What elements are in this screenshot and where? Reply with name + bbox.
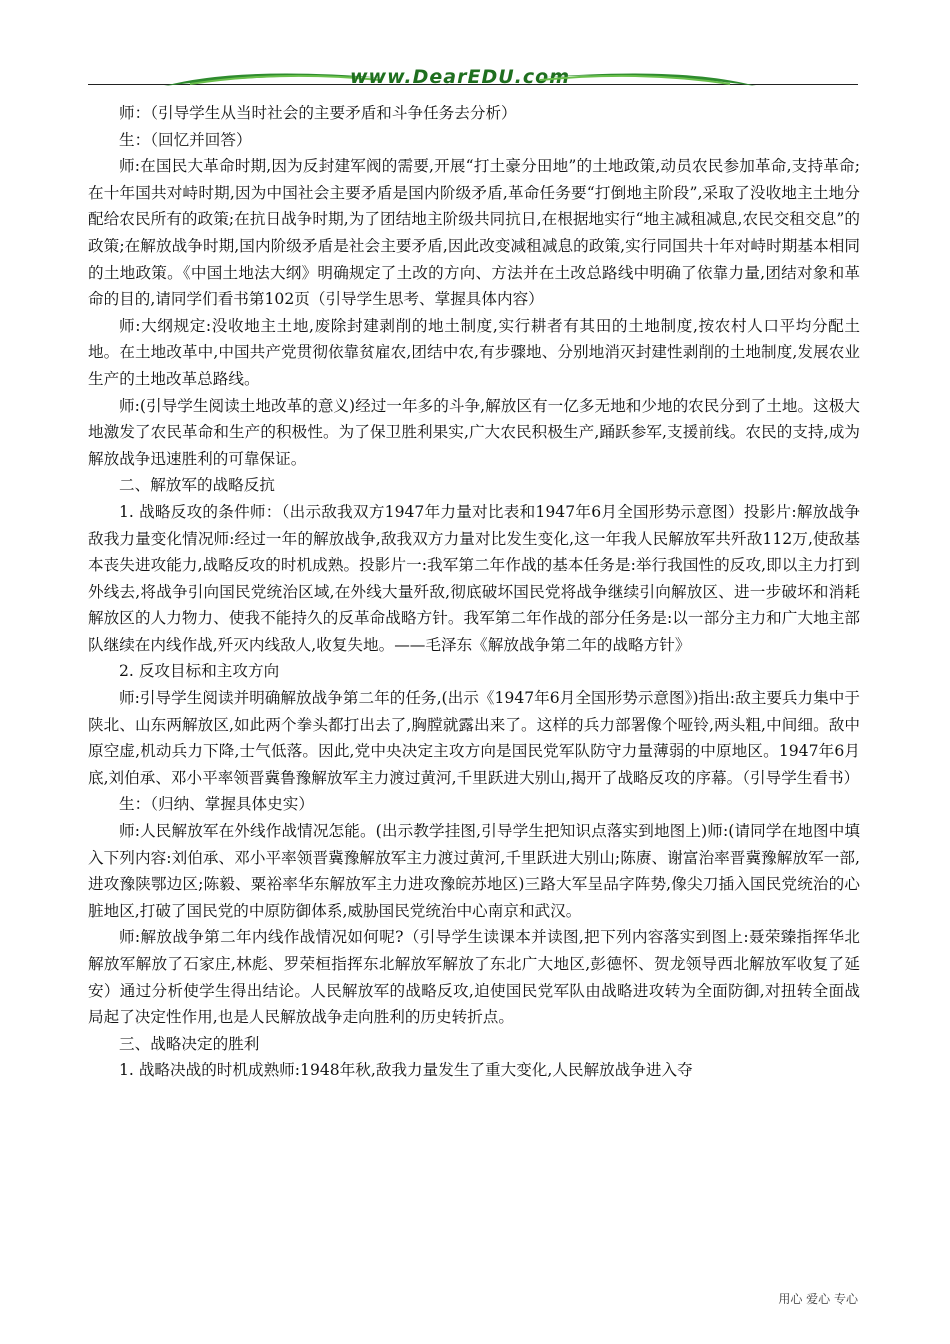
paragraph: 师:大纲规定:没收地主土地,废除封建剥削的地土制度,实行耕者有其田的土地制度,按农村人口平均分配土地。在土地改革中,中国共产党贯彻依靠贫雇农,团结中农,有步骤地、分别地消灭封建性剥削的土地制度,发展农业生产的土地改革总路线。	[88, 316, 860, 388]
paragraph: 师:在国民大革命时期,因为反封建军阀的需要,开展“打土豪分田地”的土地政策,动员农民参加革命,支持革命;在十年国共对峙时期,因为中国社会主要矛盾是国内阶级矛盾,革命任务要“打倒地主阶段”,采取了没收地主土地分配给农民所有的政策;在抗日战争时期,为了团结地主阶级共同抗日,在根据地实行“地主减租减息,农民交租交息”的政策;在解放战争时期,国内阶级矛盾是社会主要矛盾,因此改变减租减息的政策,实行同国共十年对峙时期基本相同的土地政策。《中国土地法大纲》明确规定了土改的方向、方法并在土改总路线中明确了依靠力量,团结对象和革命的目的,请同学们看书第102页（引导学生思考、掌握具体内容）	[88, 157, 860, 309]
paragraph: 1. 战略决战的时机成熟师:1948年秋,敌我力量发生了重大变化,人民解放战争进入夺	[119, 1061, 693, 1080]
section-heading: 二、解放军的战略反抗	[119, 476, 275, 495]
paragraph: 师:(引导学生阅读土地改革的意义)经过一年多的斗争,解放区有一亿多无地和少地的农民分到了土地。这极大地激发了农民革命和生产的积极性。为了保卫胜利果实,广大农民积极生产,踊跃参军,支援前线。农民的支持,成为解放战争迅速胜利的可靠保证。	[88, 396, 860, 468]
paragraph: 师:解放战争第二年内线作战情况如何呢?（引导学生读课本并读图,把下列内容落实到图上:聂荣臻指挥华北解放军解放了石家庄,林彪、罗荣桓指挥东北解放军解放了东北广大地区,彭德怀、贺龙领导西北解放军收复了延安）通过分析使学生得出结论。人民解放军的战略反攻,迫使国民党军队由战略进攻转为全面防御,对扭转全面战局起了决定性作用,也是人民解放战争走向胜利的历史转折点。	[88, 928, 860, 1027]
header-logo[interactable]	[160, 60, 760, 94]
paragraph: 生：（归纳、掌握具体史实）	[119, 795, 314, 814]
paragraph: 生：（回忆并回答）	[119, 130, 252, 149]
section-heading: 三、战略决定的胜利	[119, 1034, 260, 1053]
paragraph: 师：（引导学生从当时社会的主要矛盾和斗争任务去分析）	[119, 104, 517, 122]
paragraph: 1. 战略反攻的条件师：（出示敌我双方1947年力量对比表和1947年6月全国形势示意图）投影片:解放战争敌我力量变化情况师:经过一年的解放战争,敌我双方力量对比发生变化,这一年我人民解放军共歼敌112万,使敌基本丧失进攻能力,战略反攻的时机成熟。投影片一:我军第二年作战的基本任务是:举行我国性的反攻,即以主力打到外线去,将战争引向国民党统治区域,在外线大量歼敌,彻底破坏国民党将战争继续引向解放区、进一步破坏和消耗解放区的人力物力、使我不能持久的反革命战略方针。我军第二年作战的部分任务是:以一部分主力和广大地主部队继续在内线作战,歼灭内线敌人,收复失地。——毛泽东《解放战争第二年的战略方针》	[88, 502, 860, 654]
subsection-heading: 2. 反攻目标和主攻方向	[119, 662, 280, 681]
footer-text: 用心 爱心 专心	[778, 1292, 858, 1306]
right-swoosh-icon	[530, 60, 760, 94]
paragraph: 师:引导学生阅读并明确解放战争第二年的任务,(出示《1947年6月全国形势示意图》)指出:敌主要兵力集中于陕北、山东两解放区,如此两个拳头都打出去了,胸膛就露出来了。这样的兵力部署像个哑铃,两头粗,中间细。敌中原空虚,机动兵力下降,士气低落。因此,党中央决定主攻方向是国民党军队防守力量薄弱的中原地区。1947年6月底,刘伯承、邓小平率领晋冀鲁豫解放军主力渡过黄河,千里跃进大别山,揭开了战略反攻的序幕。（引导学生看书）	[88, 689, 860, 787]
logo-text: www.DearEDU.com	[349, 66, 571, 88]
paragraph: 师:人民解放军在外线作战情况怎能。(出示教学挂图,引导学生把知识点落实到地图上)师:(请同学在地图中填入下列内容:刘伯承、邓小平率领晋冀豫解放军主力渡过黄河,千里跃进大别山;陈赓、谢富治率晋冀豫解放军一部,进攻豫陕鄂边区;陈毅、粟裕率华东解放军主力进攻豫皖苏地区)三路大军呈品字阵势,像尖刀插入国民党统治的心脏地区,打破了国民党的中原防御体系,威胁国民党统治中心南京和武汉。	[88, 822, 860, 920]
document-body	[88, 100, 860, 1084]
